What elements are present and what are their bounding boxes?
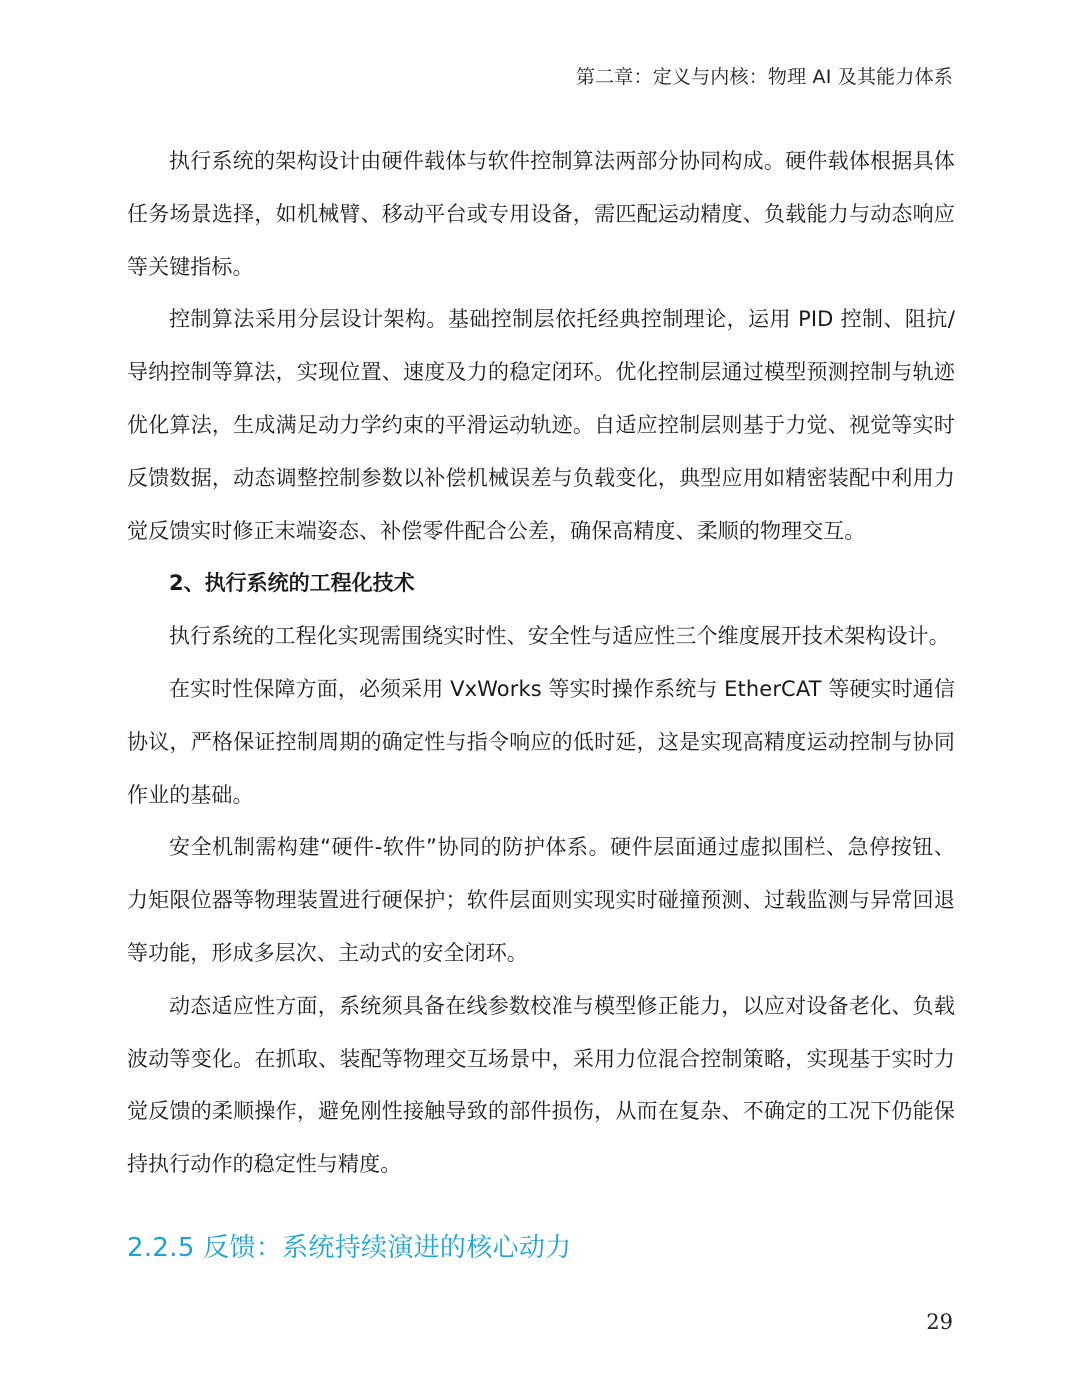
subheading-engineering: 2、执行系统的工程化技术: [169, 571, 415, 596]
section-title: 2.2.5 反馈：系统持续演进的核心动力: [127, 1233, 572, 1263]
paragraph-adaptivity: 动态适应性方面，系统须具备在线参数校准与模型修正能力，以应对设备老化、负载波动等变化。在抓取、装配等物理交互场景中，采用力位混合控制策略，实现基于实时力觉反馈的柔顺操作，避免刚性接触导致的部件损伤，从而在复杂、不确定的工况下仍能保持执行动作的稳定性与精度。: [127, 993, 955, 1177]
paragraph-safety: 安全机制需构建“硬件-软件”协同的防护体系。硬件层面通过虚拟围栏、急停按钮、力矩限位器等物理装置进行硬保护；软件层面则实现实时碰撞预测、过载监测与异常回退等功能，形成多层次、主动式的安全闭环。: [127, 835, 955, 965]
paragraph-architecture: 执行系统的架构设计由硬件载体与软件控制算法两部分协同构成。硬件载体根据具体任务场景选择，如机械臂、移动平台或专用设备，需匹配运动精度、负载能力与动态响应等关键指标。: [127, 149, 955, 279]
paragraph-realtime: 在实时性保障方面，必须采用 VxWorks 等实时操作系统与 EtherCAT 等硬实时通信协议，严格保证控制周期的确定性与指令响应的低时延，这是实现高精度运动控制与协同作业的基础。: [127, 676, 955, 807]
paragraph-control-algorithms: 控制算法采用分层设计架构。基础控制层依托经典控制理论，运用 PID 控制、阻抗/导纳控制等算法，实现位置、速度及力的稳定闭环。优化控制层通过模型预测控制与轨迹优化算法，生成满足动力学约束的平滑运动轨迹。自适应控制层则基于力觉、视觉等实时反馈数据，动态调整控制参数以补偿机械误差与负载变化，典型应用如精密装配中利用力觉反馈实时修正末端姿态、补偿零件配合公差，确保高精度、柔顺的物理交互。: [127, 307, 955, 543]
running-header: 第二章：定义与内核：物理 AI 及其能力体系: [575, 66, 953, 88]
main-content: [127, 135, 955, 1191]
paragraph-engineering-intro: 执行系统的工程化实现需围绕实时性、安全性与适应性三个维度展开技术架构设计。: [169, 624, 950, 649]
page-number: 29: [926, 1310, 953, 1334]
